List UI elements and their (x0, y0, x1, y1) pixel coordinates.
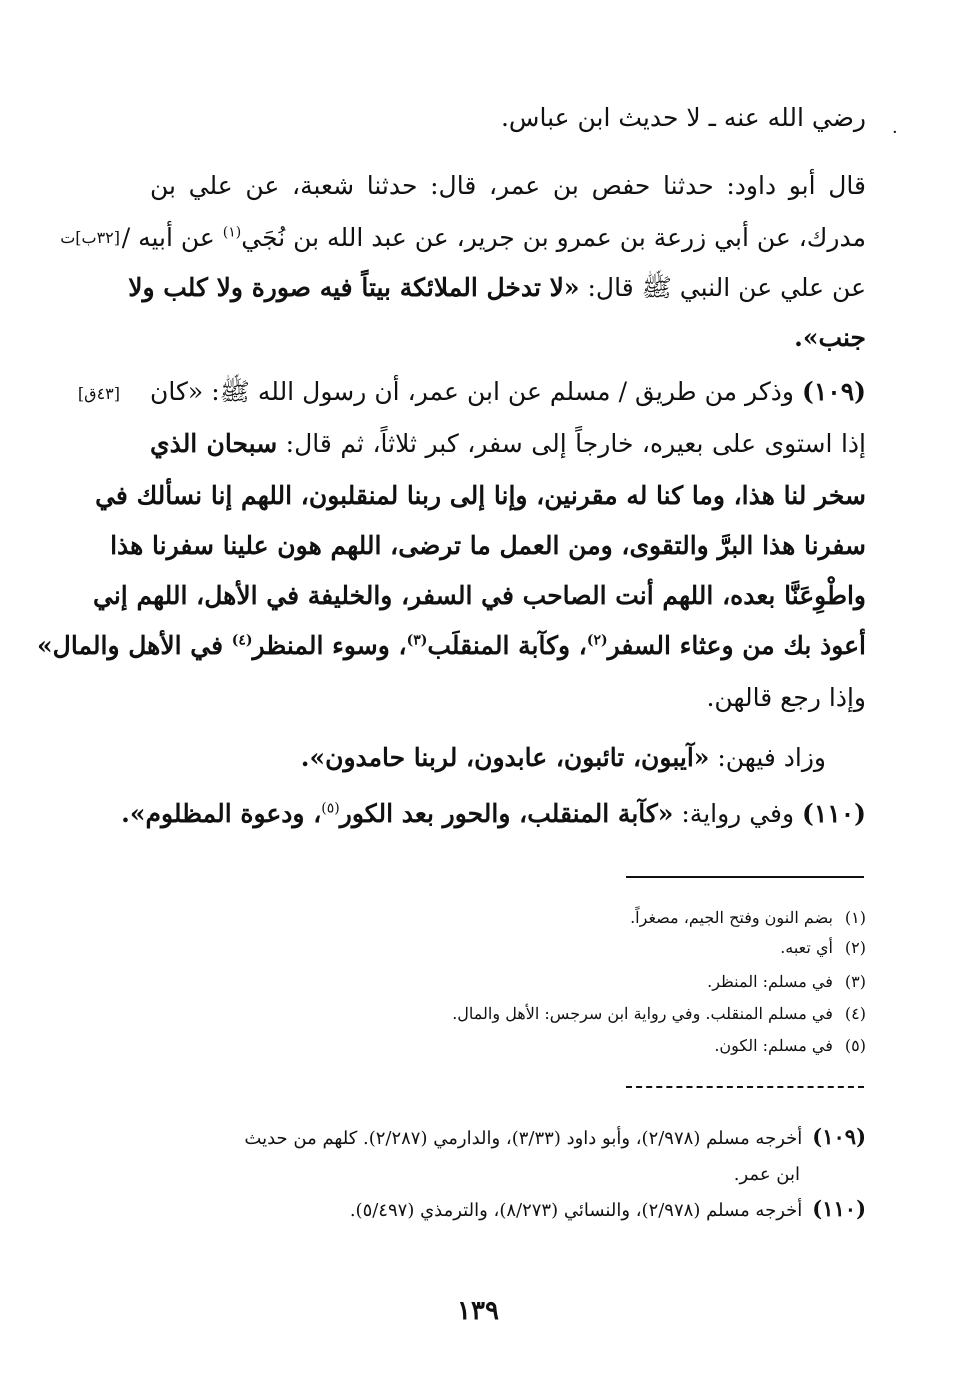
footnote-2 (300, 936, 866, 960)
text-line-13-part-b: «آيبون، تائبون، عابدون، لربنا حامدون». (300, 743, 710, 772)
text-line-5: جنب». (794, 323, 866, 352)
text-line-14-part-c: ، ودعوة المظلوم». (121, 799, 322, 828)
footnote-ref-1: (١) (222, 224, 242, 241)
text-line-14 (121, 794, 866, 834)
takhrij-110 (150, 1192, 866, 1228)
footnote-ref-3: (٣) (406, 632, 428, 649)
footnote-text: في مسلم: الكون. (714, 1036, 833, 1055)
footnote-ref-5: (٥) (321, 800, 340, 817)
text-line-8: سخر لنا هذا، وما كنا له مقرنين، وإنا إلى ربنا لمنقلبون، اللهم إنا نسألك في (95, 481, 866, 510)
text-line-1: رضي الله عنه ـ لا حديث ابن عباس. (500, 103, 866, 132)
hadith-number-109: (١٠٩) (802, 377, 866, 406)
text-line-9: سفرنا هذا البرَّ والتقوى، ومن العمل ما ترضى، اللهم هون علينا سفرنا هذا (110, 531, 866, 560)
text-line-7-part-b: سبحان الذي (150, 429, 278, 458)
footnote-ref-2: (٢) (586, 632, 608, 649)
text-line-6 (150, 372, 866, 412)
text-line-13-part-a: وزاد فيهن: (709, 743, 826, 772)
footnote-text: في مسلم: المنظر. (707, 972, 833, 991)
text-line-4 (128, 268, 866, 308)
footnote-number: (١) (844, 908, 866, 927)
text-line-4-part-a: عن علي عن النبي ﷺ قال: (579, 273, 866, 302)
text-line-3-part-a: مدرك، عن أبي زرعة بن عمرو بن جرير، عن عبد الله بن نُجَي (241, 223, 866, 252)
footnote-1 (300, 906, 866, 930)
takhrij-109 (150, 1120, 866, 1156)
text-line-12: وإذا رجع قالهن. (706, 683, 866, 712)
footnote-5 (300, 1034, 866, 1058)
text-line-7-part-a: إذا استوى على بعيره، خارجاً إلى سفر، كبر ثلاثاً، ثم قال: (277, 429, 866, 458)
text-line-14-part-a: وفي رواية: (673, 799, 803, 828)
takhrij-separator (626, 1086, 864, 1088)
text-line-11 (37, 626, 866, 666)
takhrij-text: ابن عمر. (733, 1164, 800, 1185)
text-line-10: واطْوِعَنَّا بعده، اللهم أنت الصاحب في السفر، والخليفة في الأهل، اللهم إني (93, 581, 866, 610)
text-line-11-part-d: في الأهل والمال» (37, 631, 232, 660)
text-line-3 (121, 218, 866, 258)
footnote-separator (626, 876, 864, 878)
text-line-11-part-c: ، وسوء المنظر (252, 631, 407, 660)
text-line-14-part-b: «كآبة المنقلب، والحور بعد الكور (339, 799, 674, 828)
footnote-number: (٤) (844, 1004, 866, 1023)
text-line-11-part-a: أعوذ بك من وعثاء السفر (607, 631, 866, 660)
footnote-number: (٢) (844, 938, 866, 957)
takhrij-number: (١١٠) (812, 1196, 866, 1221)
manuscript-marker-2: [٤٣ق] (77, 384, 120, 403)
text-line-7 (150, 424, 866, 464)
hadith-quote-1: «لا تدخل الملائكة بيتاً فيه صورة ولا كلب ولا (128, 273, 580, 302)
margin-dot: · (892, 122, 898, 143)
footnote-text: في مسلم المنقلب. وفي رواية ابن سرجس: الأهل والمال. (452, 1004, 833, 1023)
footnote-3 (300, 970, 866, 994)
takhrij-text: أخرجه مسلم (٢/٩٧٨)، وأبو داود (٣/٣٣)، والدارمي (٢/٢٨٧). كلهم من حديث (244, 1128, 803, 1149)
text-line-13 (150, 738, 866, 778)
takhrij-text: أخرجه مسلم (٢/٩٧٨)، والنسائي (٨/٢٧٣)، والترمذي (٥/٤٩٧). (349, 1200, 803, 1221)
footnote-number: (٣) (844, 972, 866, 991)
footnote-text: بضم النون وفتح الجيم، مصغراً. (630, 908, 833, 927)
hadith-number-110: (١١٠) (802, 799, 866, 828)
page-number: ١٣٩ (457, 1296, 499, 1326)
footnote-number: (٥) (844, 1036, 866, 1055)
takhrij-109-continued (150, 1158, 866, 1192)
manuscript-marker-1: [٣٢ب]ت (60, 228, 120, 247)
takhrij-number: (١٠٩) (812, 1124, 866, 1149)
footnote-ref-4: (٤) (231, 632, 253, 649)
footnote-4 (300, 1002, 866, 1026)
text-line-11-part-b: ، وكآبة المنقلَب (427, 631, 587, 660)
text-line-6-body: وذكر من طريق / مسلم عن ابن عمر، أن رسول الله ﷺ: «كان (150, 377, 803, 406)
text-line-2: قال أبو داود: حدثنا حفص بن عمر، قال: حدثنا شعبة، عن علي بن (150, 171, 866, 200)
text-line-3-part-b: عن أبيه / (121, 223, 223, 252)
footnote-text: أي تعبه. (780, 938, 833, 957)
